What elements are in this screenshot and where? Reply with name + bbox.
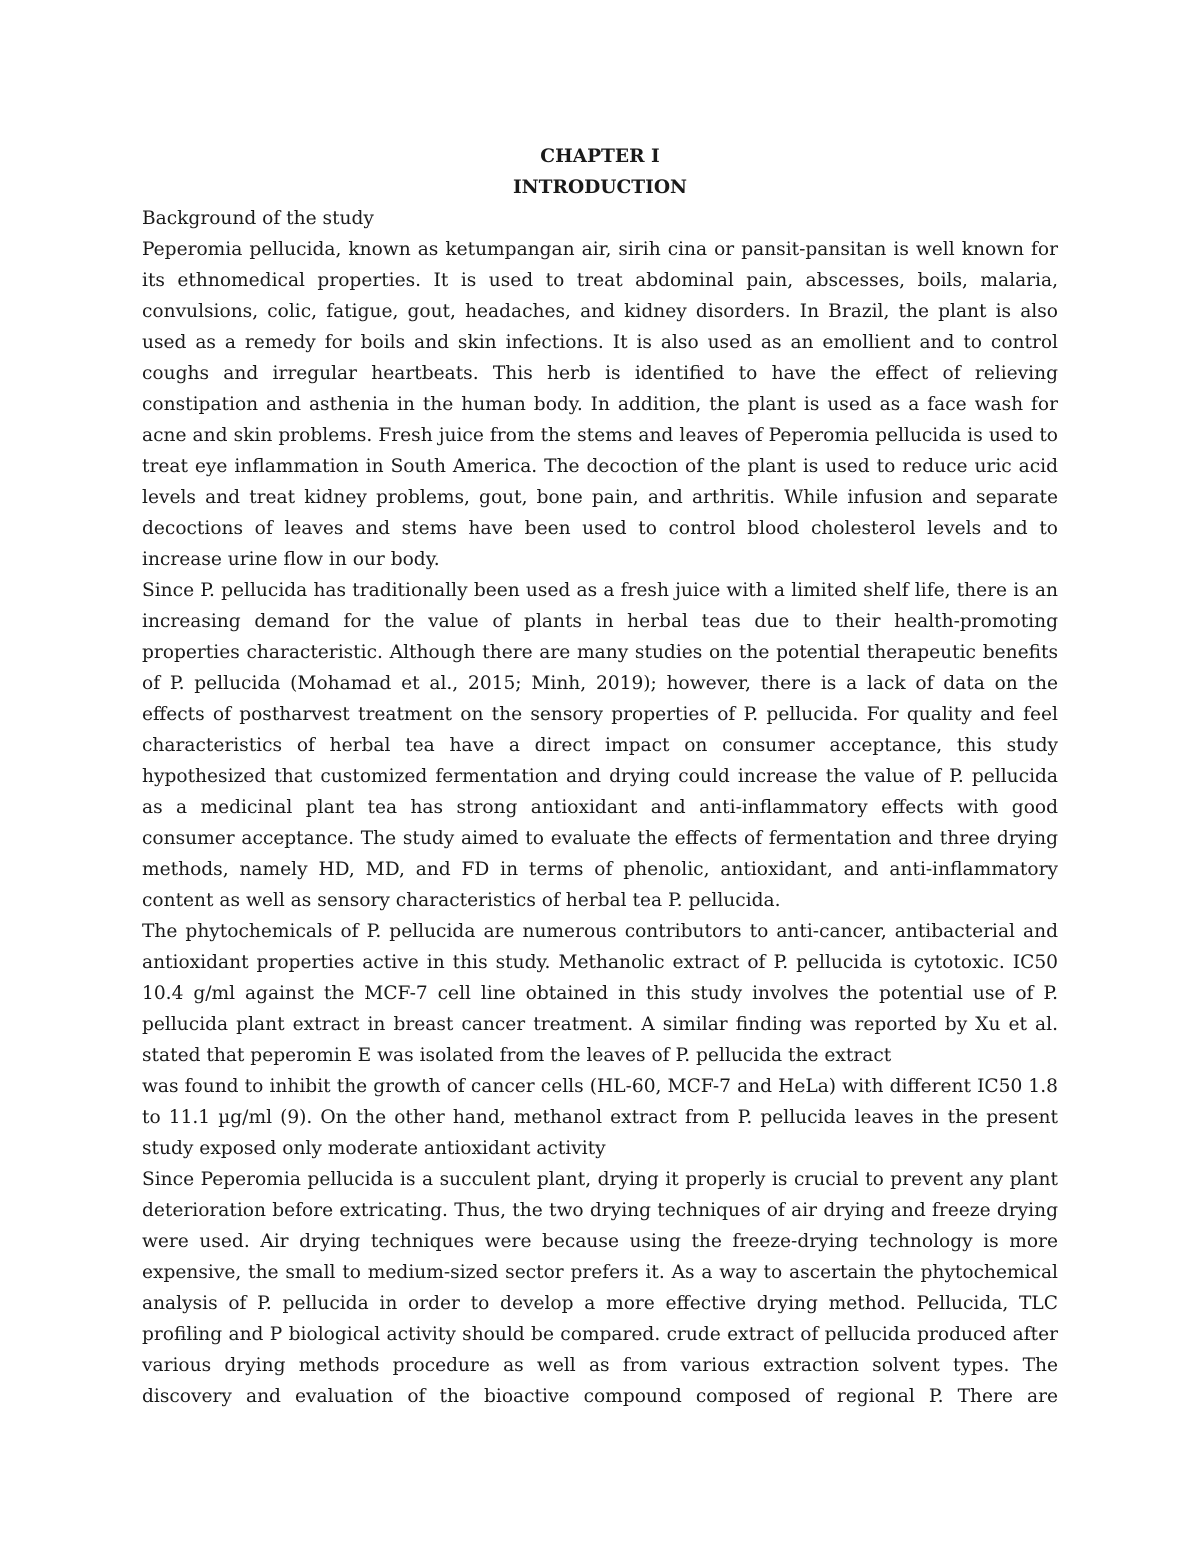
paragraph-cancer-cells: was found to inhibit the growth of cancer cells (HL-60, MCF-7 and HeLa) with different IC50 1.8 to 11.1 µg/ml (9). On the other hand, methanol extract from P. pellucida leaves in the present study exposed only moderate antioxidant activity [142,1076,1058,1159]
chapter-number: CHAPTER I [540,146,660,167]
paragraph-phytochemicals: The phytochemicals of P. pellucida are numerous contributors to anti-cancer, antibacterial and antioxidant properties active in this study. Methanolic extract of P. pellucida is cytotoxic. IC50 10.4 g/ml against the MCF-7 cell line obtained in this study involves the potential use of P. pellucida plant extract in breast cancer treatment. A similar finding was reported by Xu et al. stated that peperomin E was isolated from the leaves of P. pellucida the extract [142,921,1058,1066]
section-heading: Background of the study [142,208,374,229]
page-content [142,141,1058,1412]
paragraph-ethnomedical: Peperomia pellucida, known as ketumpangan air, sirih cina or pansit-pansitan is well known for its ethnomedical properties. It is used to treat abdominal pain, abscesses, boils, malaria, convulsions, colic, fatigue, gout, headaches, and kidney disorders. In Brazil, the plant is also used as a remedy for boils and skin infections. It is also used as an emollient and to control coughs and irregular heartbeats. This herb is identified to have the effect of relieving constipation and asthenia in the human body. In addition, the plant is used as a face wash for acne and skin problems. Fresh juice from the stems and leaves of Peperomia pellucida is used to treat eye inflammation in South America. The decoction of the plant is used to reduce uric acid levels and treat kidney problems, gout, bone pain, and arthritis. While infusion and separate decoctions of leaves and stems have been used to control blood cholesterol levels and to increase urine flow in our body. [142,239,1058,570]
paragraph-herbal-tea: Since P. pellucida has traditionally been used as a fresh juice with a limited shelf life, there is an increasing demand for the value of plants in herbal teas due to their health-promoting properties characteristic. Although there are many studies on the potential therapeutic benefits of P. pellucida (Mohamad et al., 2015; Minh, 2019); however, there is a lack of data on the effects of postharvest treatment on the sensory properties of P. pellucida. For quality and feel characteristics of herbal tea have a direct impact on consumer acceptance, this study hypothesized that customized fermentation and drying could increase the value of P. pellucida as a medicinal plant tea has strong antioxidant and anti-inflammatory effects with good consumer acceptance. The study aimed to evaluate the effects of fermentation and three drying methods, namely HD, MD, and FD in terms of phenolic, antioxidant, and anti-inflammatory content as well as sensory characteristics of herbal tea P. pellucida. [142,580,1058,911]
paragraph-drying: Since Peperomia pellucida is a succulent plant, drying it properly is crucial to prevent any plant deterioration before extricating. Thus, the two drying techniques of air drying and freeze drying were used. Air drying techniques were because using the freeze-drying technology is more expensive, the small to medium-sized sector prefers it. As a way to ascertain the phytochemical analysis of P. pellucida in order to develop a more effective drying method. Pellucida, TLC profiling and P biological activity should be compared. crude extract of pellucida produced after various drying methods procedure as well as from various extraction solvent types. The discovery and evaluation of the bioactive compound composed of regional P. There are [142,1169,1058,1407]
chapter-title: INTRODUCTION [512,177,688,198]
